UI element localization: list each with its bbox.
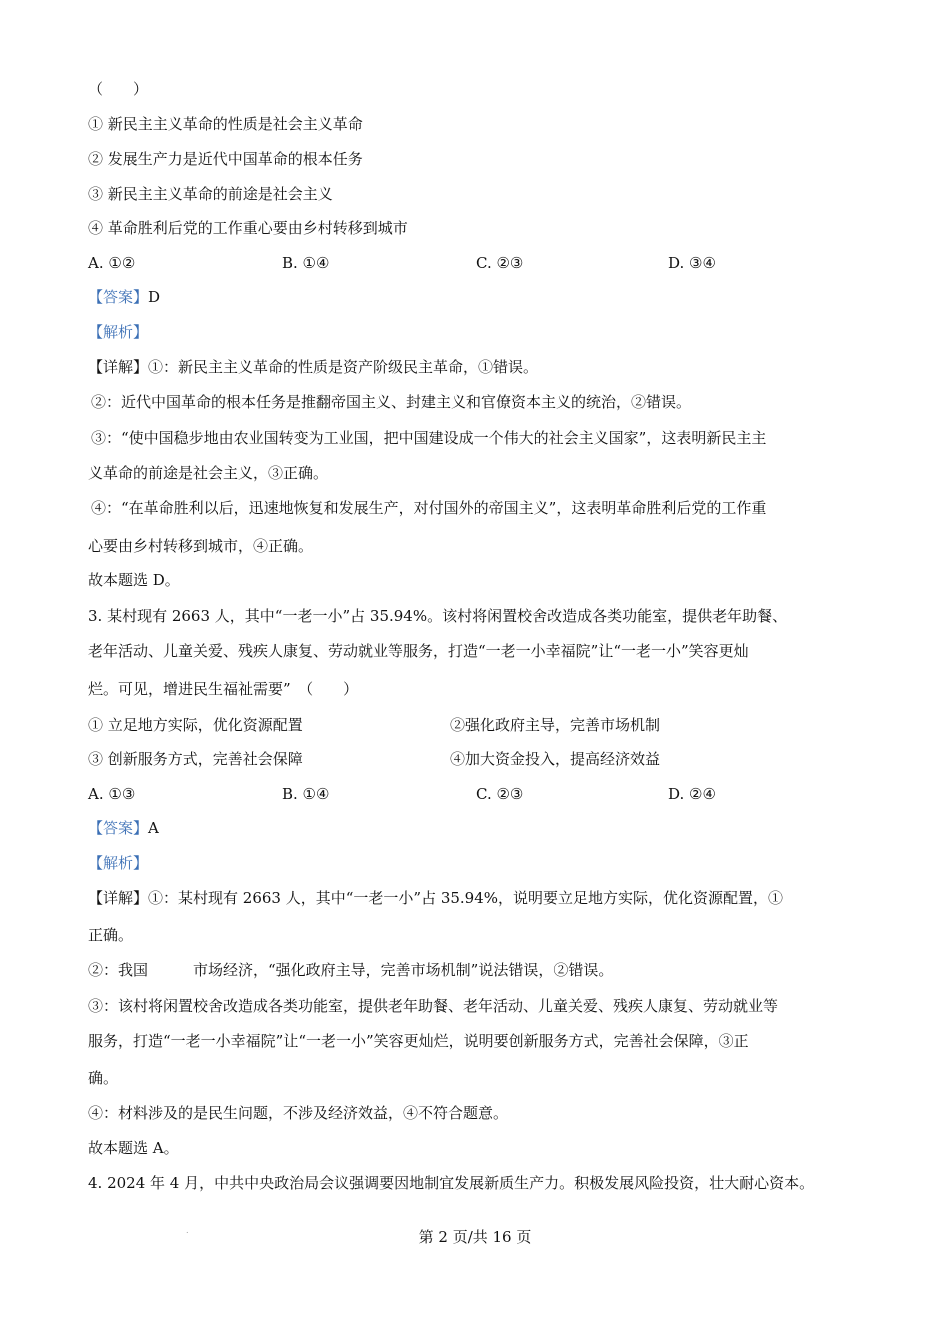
q3-detail-2: 正确。	[88, 926, 134, 944]
q4-stem: 4. 2024 年 4 月，中共中央政治局会议强调要因地制宜发展新质生产力。积极发展风险投资，壮大耐心资本。	[88, 1174, 815, 1192]
q2-conclusion: 故本题选 D。	[88, 571, 180, 589]
q2-analysis-tag: 【解析】	[88, 323, 149, 341]
q3-item-4: ④加大资金投入，提高经济效益	[450, 750, 661, 768]
q2-option-d: D. ③④	[668, 254, 716, 272]
answer-tag: 【答案】	[88, 288, 149, 306]
detail-tag: 【详解】	[88, 889, 149, 907]
answer-tag: 【答案】	[88, 819, 149, 837]
q3-stem-3: 烂。可见，增进民生福祉需要” （ ）	[88, 680, 359, 698]
footer-mark: .	[186, 1226, 189, 1235]
detail-text: ①：新民主主义革命的性质是资产阶级民主革命，①错误。	[148, 358, 539, 376]
q3-detail-3: ②：我国 市场经济，“强化政府主导，完善市场机制”说法错误，②错误。	[88, 961, 614, 979]
q2-item-4: ④ 革命胜利后党的工作重心要由乡村转移到城市	[88, 219, 408, 237]
q2-blank: （ ）	[88, 80, 149, 98]
q3-conclusion: 故本题选 A。	[88, 1139, 179, 1157]
q2-detail-3: ③：“使中国稳步地由农业国转变为工业国，把中国建设成一个伟大的社会主义国家”，这表明新民主主	[91, 429, 767, 447]
q3-analysis-tag: 【解析】	[88, 854, 149, 872]
q2-option-c: C. ②③	[476, 254, 524, 272]
q2-option-b: B. ①④	[282, 254, 330, 272]
q2-detail-4: 义革命的前途是社会主义，③正确。	[88, 464, 329, 482]
q3-item-1: ① 立足地方实际，优化资源配置	[88, 716, 303, 734]
q3-option-b: B. ①④	[282, 785, 330, 803]
page-number: 第 2 页/共 16 页	[418, 1228, 532, 1246]
detail-tag: 【详解】	[88, 358, 149, 376]
q3-option-d: D. ②④	[668, 785, 716, 803]
q2-item-3: ③ 新民主主义革命的前途是社会主义	[88, 185, 333, 203]
q2-option-a: A. ①②	[88, 254, 136, 272]
q3-stem-1: 3. 某村现有 2663 人，其中“一老一小”占 35.94%。该村将闲置校舍改造成各类功能室，提供老年助餐、	[88, 607, 788, 625]
q2-detail-1	[88, 357, 538, 377]
answer-value: A	[148, 819, 159, 837]
q3-detail-7: ④：材料涉及的是民生问题，不涉及经济效益，④不符合题意。	[88, 1104, 509, 1122]
q3-option-c: C. ②③	[476, 785, 524, 803]
detail-text: ①：某村现有 2663 人，其中“一老一小”占 35.94%，说明要立足地方实际，优化资源配置，①	[148, 889, 784, 907]
answer-value: D	[148, 288, 161, 306]
q2-answer	[88, 287, 160, 307]
q3-detail-1	[88, 888, 783, 908]
q3-detail-5: 服务，打造“一老一小幸福院”让“一老一小”笑容更灿烂，说明要创新服务方式，完善社会保障，③正	[88, 1032, 749, 1050]
q2-detail-5: ④：“在革命胜利以后，迅速地恢复和发展生产，对付国外的帝国主义”，这表明革命胜利后党的工作重	[91, 499, 767, 517]
q3-detail-6: 确。	[88, 1069, 119, 1087]
q3-answer	[88, 818, 159, 838]
q2-item-1: ① 新民主主义革命的性质是社会主义革命	[88, 115, 363, 133]
q3-detail-4: ③：该村将闲置校舍改造成各类功能室，提供老年助餐、老年活动、儿童关爱、残疾人康复、劳动就业等	[88, 997, 779, 1015]
q3-option-a: A. ①③	[88, 785, 136, 803]
q2-detail-2: ②：近代中国革命的根本任务是推翻帝国主义、封建主义和官僚资本主义的统治，②错误。	[91, 393, 692, 411]
q3-item-2: ②强化政府主导，完善市场机制	[450, 716, 661, 734]
q2-detail-6: 心要由乡村转移到城市，④正确。	[88, 537, 314, 555]
q3-stem-2: 老年活动、儿童关爱、残疾人康复、劳动就业等服务，打造“一老一小幸福院”让“一老一小”笑容更灿	[88, 642, 749, 660]
q2-item-2: ② 发展生产力是近代中国革命的根本任务	[88, 150, 363, 168]
q3-item-3: ③ 创新服务方式，完善社会保障	[88, 750, 303, 768]
